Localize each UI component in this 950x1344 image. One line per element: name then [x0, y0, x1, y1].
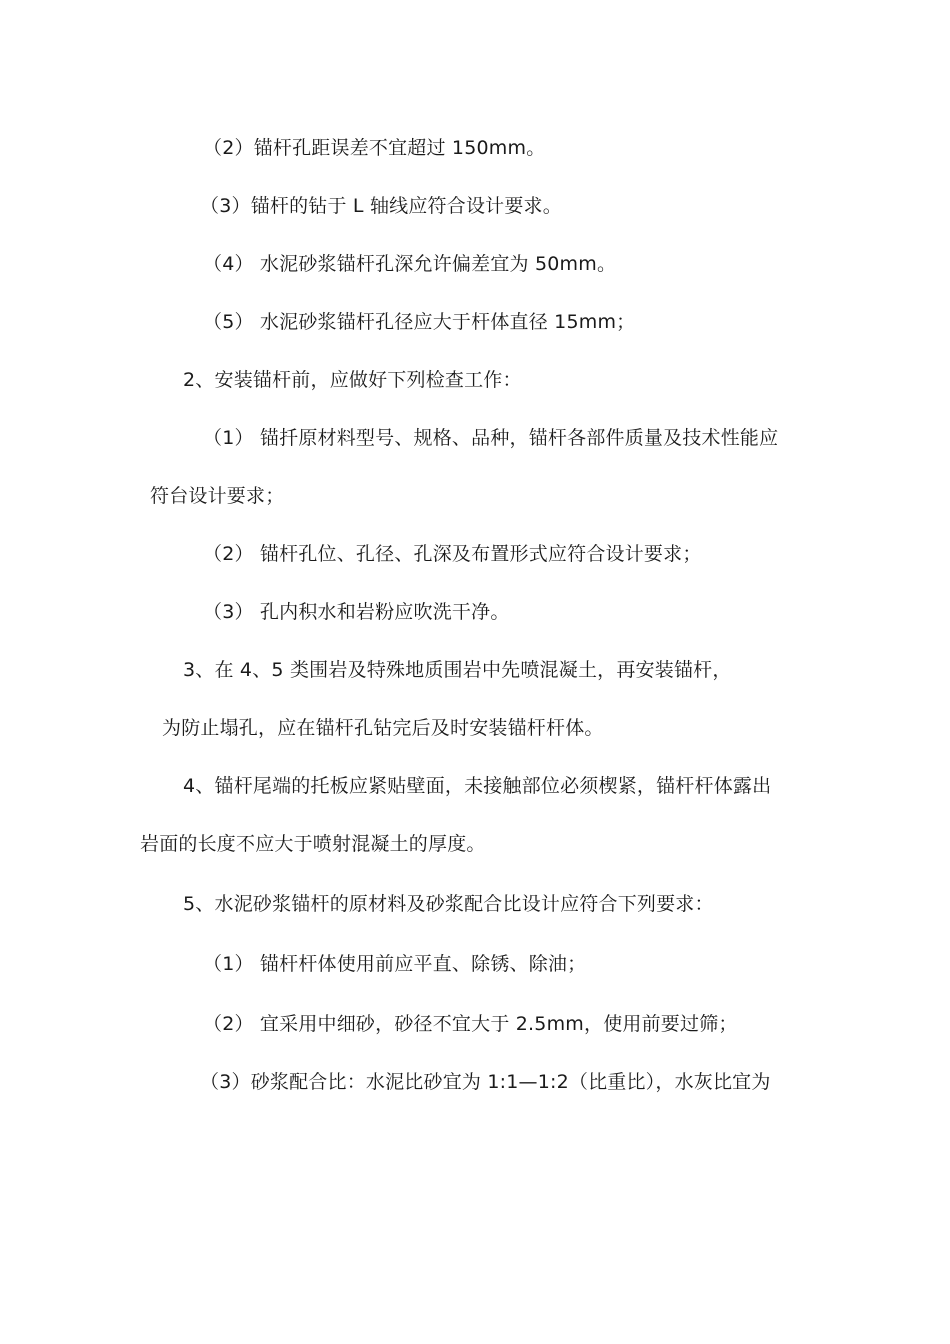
text-line-1: （2）锚杆孔距误差不宜超过 150mm。: [203, 137, 546, 159]
text-line-10: 3、在 4、5 类围岩及特殊地质围岩中先喷混凝土，再安装锚杆，: [183, 659, 732, 681]
text-line-15: （1） 锚杆杆体使用前应平直、除锈、除油；: [203, 953, 587, 975]
text-line-9: （3） 孔内积水和岩粉应吹洗干净。: [203, 601, 510, 623]
text-line-5: 2、安装锚杆前，应做好下列检查工作：: [183, 369, 522, 391]
text-line-11: 为防止塌孔，应在锚杆孔钻完后及时安装锚杆杆体。: [162, 717, 604, 739]
text-line-13: 岩面的长度不应大于喷射混凝土的厚度。: [140, 833, 486, 855]
text-line-17: （3）砂浆配合比：水泥比砂宜为 1:1—1:2（比重比），水灰比宜为: [200, 1071, 771, 1093]
text-line-7: 符台设计要求；: [150, 485, 285, 507]
text-line-6: （1） 锚扦原材料型号、规格、品种，锚杆各部件质量及技术性能应: [203, 427, 779, 449]
text-line-12: 4、锚杆尾端的托板应紧贴壁面，未接触部位必须楔紧，锚杆杆体露出: [183, 775, 772, 797]
text-line-3: （4） 水泥砂浆锚杆孔深允许偏差宜为 50mm。: [203, 253, 617, 275]
text-line-2: （3）锚杆的钻于 L 轴线应符合设计要求。: [200, 195, 562, 217]
text-line-4: （5） 水泥砂浆锚杆孔径应大于杆体直径 15mm；: [203, 311, 636, 333]
text-line-16: （2） 宜采用中细砂，砂径不宜大于 2.5mm，使用前要过筛；: [203, 1013, 738, 1035]
text-line-8: （2） 锚杆孔位、孔径、孔深及布置形式应符合设计要求；: [203, 543, 702, 565]
text-line-14: 5、水泥砂浆锚杆的原材料及砂浆配合比设计应符合下列要求：: [183, 893, 714, 915]
